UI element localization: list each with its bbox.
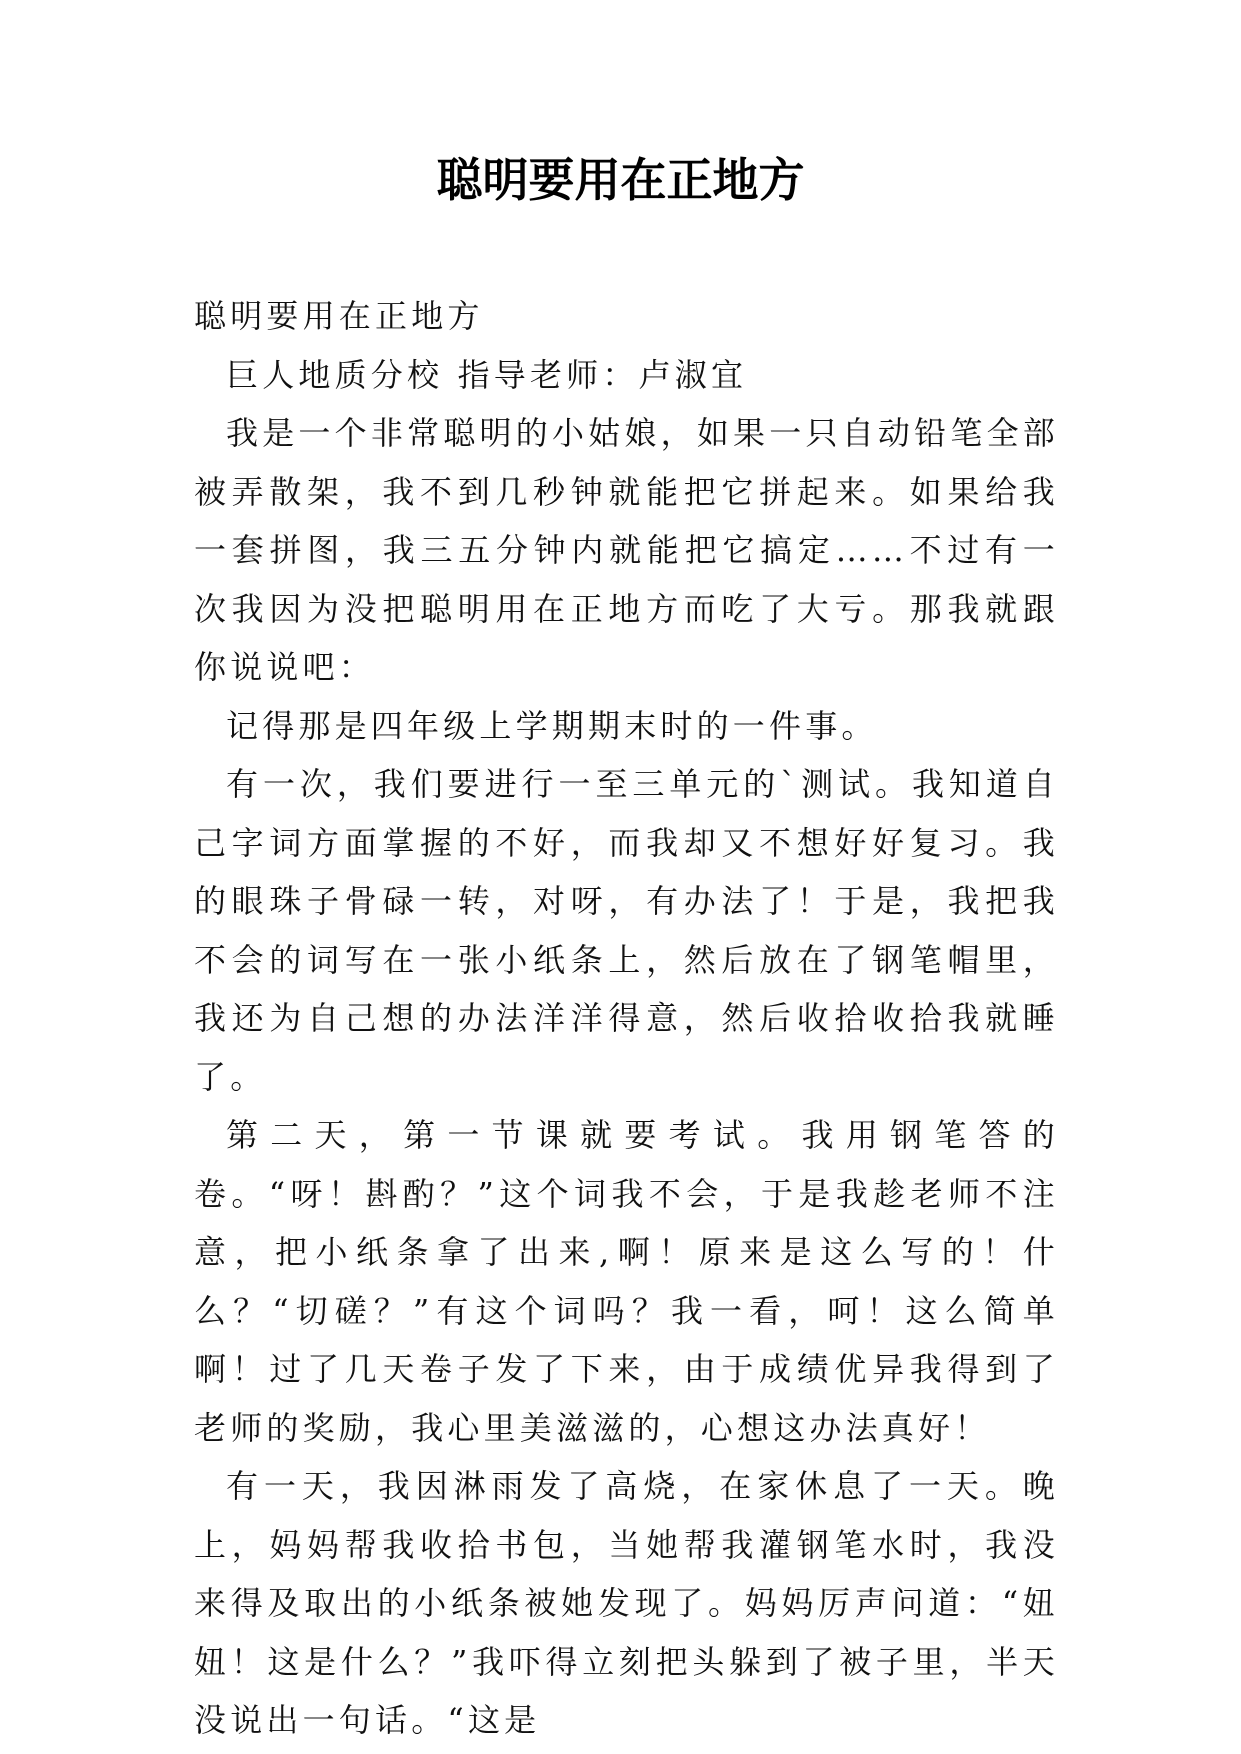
paragraph: 有一次，我们要进行一至三单元的`测试。我知道自己字词方面掌握的不好，而我却又不想好好复习。我的眼珠子骨碌一转，对呀，有办法了！于是，我把我不会的词写在一张小纸条上，然后放在了钢笔帽里，我还为自己想的办法洋洋得意，然后收拾收拾我就睡了。: [194, 765, 1059, 1096]
paragraph: 记得那是四年级上学期期末时的一件事。: [226, 706, 878, 745]
paragraph: 我是一个非常聪明的小姑娘，如果一只自动铅笔全部被弄散架，我不到几秒钟就能把它拼起来。如果给我一套拼图，我三五分钟内就能把它搞定……不过有一次我因为没把聪明用在正地方而吃了大亏。那我就跟你说说吧：: [194, 414, 1059, 686]
paragraph: 有一天，我因淋雨发了高烧，在家休息了一天。晚上，妈妈帮我收拾书包，当她帮我灌钢笔水时，我没来得及取出的小纸条被她发现了。妈妈厉声问道：“妞妞！这是什么？”我吓得立刻把头躲到了被子里，半天没说出一句话。“这是: [194, 1467, 1059, 1739]
author-line: 巨人地质分校 指导老师：卢淑宜: [226, 355, 748, 394]
paragraph: 第二天，第一节课就要考试。我用钢笔答的卷。“呀！斟酌？”这个词我不会，于是我趁老师不注意，把小纸条拿了出来,啊！原来是这么写的！什么？“切磋？”有这个词吗？我一看，呵！这么简单啊！过了几天卷子发了下来，由于成绩优异我得到了老师的奖励，我心里美滋滋的，心想这办法真好！: [194, 1116, 1059, 1447]
article-heading: 聪明要用在正地方: [194, 297, 484, 335]
document-title: 聪明要用在正地方: [436, 153, 805, 207]
document-body: [194, 287, 1059, 1750]
